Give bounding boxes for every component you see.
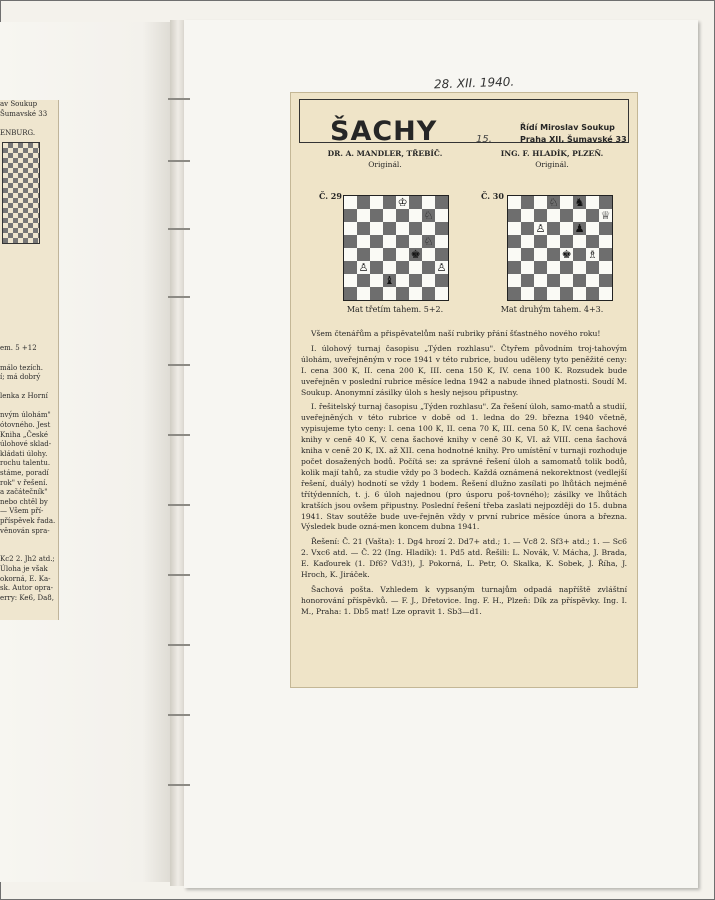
clipping-text-line: [0, 119, 58, 129]
chess-piece-icon: ♘: [548, 196, 559, 209]
clipping-text-line: [0, 296, 58, 306]
chess-piece-icon: ♙: [436, 261, 447, 274]
editor-name: Řídí Miroslav Soukup: [520, 123, 615, 132]
clipping-text-line: rok" v řešení.: [0, 478, 48, 487]
problem-number: Č. 29: [319, 191, 342, 201]
chess-piece-icon: ♘: [423, 209, 434, 222]
column-paragraph: Všem čtenářům a přispěvatelům naší rubriky přání šťastného nového roku!: [311, 329, 601, 338]
binding-stitch: [168, 228, 190, 230]
problem-caption: Mat druhým tahem. 4+3.: [500, 305, 604, 314]
clipping-text-line: málo tezích.: [0, 363, 44, 372]
clipping-text-line: nvým úlohám": [0, 411, 51, 420]
chess-piece-icon: ♝: [384, 274, 395, 287]
chess-piece-icon: ♙: [358, 261, 369, 274]
binding-stitch: [168, 504, 190, 506]
column-text: [301, 329, 627, 622]
binding-stitch: [168, 296, 190, 298]
clipping-text-line: Kc2 2. Jh2 atd.;: [0, 555, 55, 564]
chess-column-clipping: [290, 92, 638, 688]
clipping-text-line: rochu talentu.: [0, 459, 51, 468]
clipping-text-line: Šumavské 33: [0, 109, 48, 118]
column-header: [299, 99, 629, 147]
column-paragraph: Šachová pošta. Vzhledem k vypsaným turnajům odpadá napříště zvláštní honorování příspěvků. — F. J., Dřetovice. Ing. F. H., Plzeň: Dík za příspěvky. Ing. I. M., Praha: 1. Db5 mat! Lze opravit 1. Sb3—d1.: [301, 584, 627, 616]
clipping-text-line: [0, 402, 58, 412]
clipping-text-line: [0, 248, 58, 258]
clipping-text-line: erry: Ke6, Da8,: [0, 593, 54, 602]
clipping-text-line: — Všem pří-: [0, 507, 44, 516]
binding-stitch: [168, 364, 190, 366]
clipping-text-line: úlohové sklad-: [0, 440, 52, 449]
clipping-text-line: Kniha „České: [0, 430, 48, 439]
clipping-text-line: [0, 306, 58, 316]
problem-caption: Mat třetím tahem. 5+2.: [346, 305, 444, 314]
binding-stitch: [168, 644, 190, 646]
clipping-text-line: nebo chtěl by: [0, 497, 48, 506]
problem-author: ING. F. HLADÍK, PLZEŇ.: [500, 149, 604, 158]
clipping-text-line: kládati úlohy.: [0, 449, 48, 458]
problem-original-label: Originál.: [368, 160, 402, 169]
clipping-text-line: ENBURG.: [0, 128, 36, 137]
left-newspaper-clipping: [0, 100, 59, 620]
chess-piece-icon: ♗: [587, 248, 598, 261]
clipping-text-line: sk. Autor opra-: [0, 584, 54, 593]
chess-piece-icon: ♚: [561, 248, 572, 261]
clipping-text-line: av Soukup: [0, 100, 38, 108]
clipping-text-line: [0, 536, 58, 546]
column-paragraph: I. řešitelský turnaj časopisu „Týden rozhlasu". Za řešení úloh, samo-matů a studií, uveřejněných v této rubrice v době od 1. ledna do 29. března 1940 včetně, vypisujeme tyto ceny: I. cena 100 K, II. cena 70 K, III. cena 50 K, IV. cena šachové knihy v ceně 40 K, V. cena šachové knihy v ceně 30 K, VI. až VIII. cena šachová kniha v ceně 20 K, IX. až XII. cena hodnotné knihy. Pro umístění v turnaji rozhoduje počet dosažených bodů. Počítá se: za správné řešení úloh a samomatů tolik bodů, kolik mají tahů, za studie vždy po 3 bodech. Každá oznámená nekorektnost (vedlejší řešení, duály) hodnotí se vždy 1 bodem. Řešení dlužno zasílati po lhůtách nejméně třítýdenních, t. j. 6 úloh najednou (pro úsporu poš-tovného); zásilky ve lhůtách kratších jsou ovšem připustny. Poslední řešení třeba zaslati nejpozději do 15. dubna 1941. Stav soutěže bude uve-řejněn vždy v první rubrice měsíce února a března. Výsledek bude ozná-men koncem dubna 1941.: [301, 402, 627, 532]
chess-piece-icon: ♟: [574, 222, 585, 235]
binding-stitch: [168, 784, 190, 786]
handwritten-date: 28. XII. 1940.: [433, 74, 515, 92]
clipping-text-line: [0, 258, 58, 268]
clipping-text-line: a začátečník": [0, 488, 48, 497]
clipping-text-line: ótovného. Jest: [0, 421, 51, 430]
binding-stitch: [168, 574, 190, 576]
binding-stitch: [168, 98, 190, 100]
binding-stitch: [168, 714, 190, 716]
clipping-text-line: em. 5 +12: [0, 344, 37, 353]
clipping-text-line: věnován spra-: [0, 526, 50, 535]
clipping-text-line: stáme, poradí: [0, 469, 49, 478]
chess-piece-icon: ♘: [423, 235, 434, 248]
clipping-text-line: lenka z Horní: [0, 392, 48, 401]
clipping-text-line: [0, 268, 58, 278]
chess-diagram: [2, 142, 40, 244]
chess-piece-icon: ♕: [600, 209, 611, 222]
editor-address: Praha XII, Šumavské 33: [520, 135, 627, 144]
column-title: ŠACHY: [330, 116, 438, 147]
problem-author: DR. A. MANDLER, TŘEBÍČ.: [327, 149, 443, 158]
clipping-text-line: [0, 325, 58, 335]
chess-diagram: [343, 195, 449, 301]
clipping-text-line: [0, 335, 58, 345]
clipping-text-line: příspěvek řada.: [0, 517, 56, 525]
column-paragraph: I. úlohový turnaj časopisu „Týden rozhlasu". Čtyřem původním troj-tahovým úlohám, uveřejněným v roce 1941 v této rubrice, budou uděleny tyto peněžité ceny: I. cena 300 K, II. cena 200 K, III. cena 150 K, IV. cena 100 K. Rozsudek bude uveřejněn v poslední rubrice měsíce ledna 1942 a nabude ihned platnosti. Soudí M. Soukup. Anonymní zásilky úloh s hesly nejsou připustny.: [301, 343, 627, 397]
clipping-text-line: [0, 383, 58, 393]
editor-info: [520, 122, 627, 146]
column-number: 15.: [476, 134, 492, 145]
chess-piece-icon: ♞: [574, 196, 585, 209]
clipping-text-line: Úloha je však: [0, 564, 48, 573]
chess-piece-icon: ♙: [535, 222, 546, 235]
clipping-text-line: í; má dobrý: [0, 373, 41, 382]
chess-piece-icon: ♚: [410, 248, 421, 261]
binding-stitch: [168, 160, 190, 162]
clipping-text-line: [0, 354, 58, 364]
clipping-text-line: [0, 546, 58, 556]
column-paragraph: Řešení: Č. 21 (Vašta): 1. Dg4 hrozí 2. Dd7+ atd.; 1. — Vc8 2. Sf3+ atd.; 1. — Sc6 2. Vxc6 atd. — Č. 22 (Ing. Hladík): 1. Pd5 atd. Řešili: L. Novák, V. Mácha, J. Brada, E. Kaďourek (1. Df6? Vd3!), J. Pokorná, L. Petr, O. Skalka, K. Sobek, J. Říha, J. Hroch, K. Jiráček.: [301, 537, 627, 580]
problem-number: Č. 30: [481, 191, 504, 201]
chess-piece-icon: ♔: [397, 196, 408, 209]
binding-stitch: [168, 434, 190, 436]
chess-diagram: [507, 195, 613, 301]
clipping-text-line: [0, 287, 58, 297]
clipping-text-line: okorná, E. Ka-: [0, 574, 51, 583]
problem-original-label: Originál.: [535, 160, 569, 169]
clipping-text-line: [0, 277, 58, 287]
clipping-text-line: [0, 316, 58, 326]
